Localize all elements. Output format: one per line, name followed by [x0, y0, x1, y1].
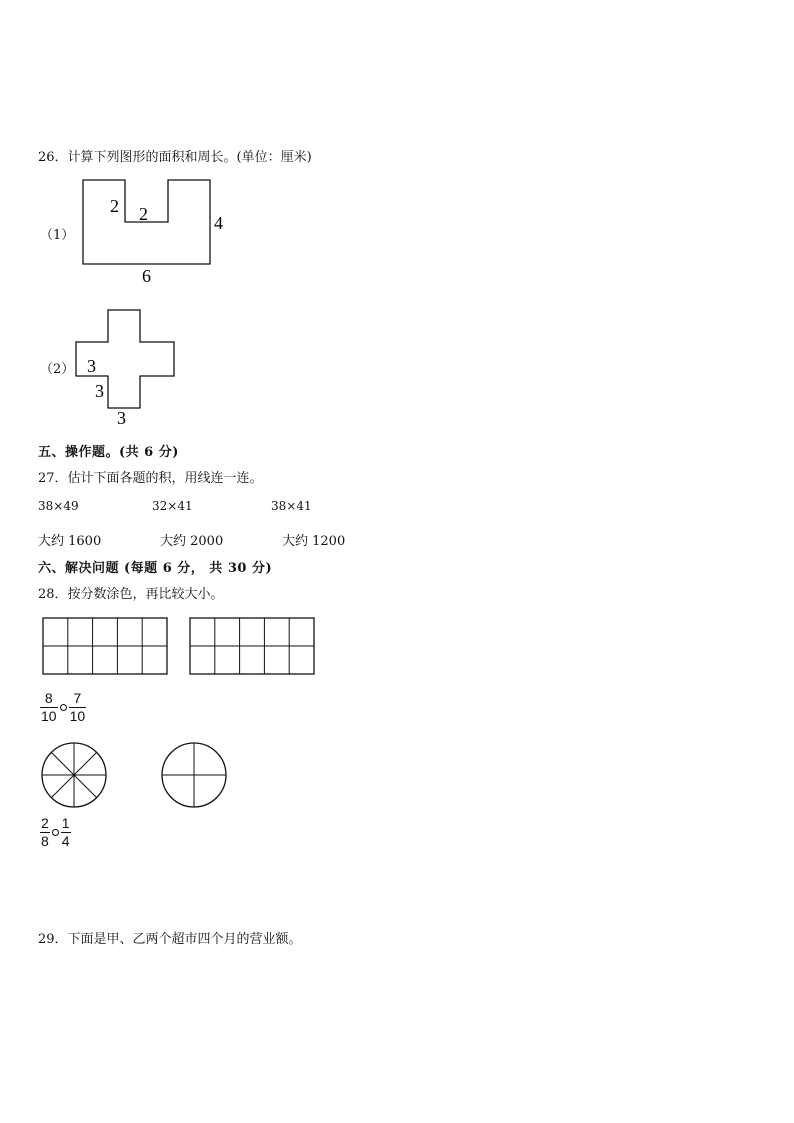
- compare-blank-circle[interactable]: [52, 829, 59, 836]
- compare-blank-circle[interactable]: [60, 704, 67, 711]
- fraction-left: [40, 815, 50, 850]
- section-6-heading: 六、解决问题 (每题 6 分， 共 30 分): [38, 561, 273, 576]
- fraction-right-numerator: 7: [73, 690, 82, 706]
- estimate-2: 大约 2000: [160, 534, 224, 549]
- fraction-left-numerator: 8: [44, 690, 53, 706]
- figure-1-dim-notch-depth: 2: [110, 196, 119, 216]
- figure-1-dim-height: 4: [214, 213, 223, 233]
- figure-1-u-shape: [76, 172, 236, 288]
- fraction-left-denominator: 10: [41, 708, 57, 724]
- fraction-left: [40, 690, 58, 725]
- figure-1-dim-width: 6: [142, 266, 151, 286]
- grid-left-tenths: [42, 617, 170, 677]
- question-28-title: 28．按分数涂色，再比较大小。: [38, 587, 224, 602]
- figure-1-label: （1）: [40, 228, 75, 243]
- fraction-compare-grid: [40, 690, 86, 725]
- product-2: 32×41: [152, 499, 193, 513]
- product-3: 38×41: [271, 499, 312, 513]
- figure-2-dim-side: 3: [95, 381, 104, 401]
- fraction-right-numerator: 1: [61, 815, 70, 831]
- figure-2-cross-shape: [70, 304, 180, 428]
- question-29-title: 29．下面是甲、乙两个超市四个月的营业额。: [38, 932, 302, 947]
- fraction-left-denominator: 8: [41, 833, 49, 849]
- fraction-left-numerator: 2: [41, 815, 49, 831]
- estimate-1: 大约 1600: [38, 534, 102, 549]
- question-27-title: 27．估计下面各题的积，用线连一连。: [38, 471, 263, 486]
- fraction-right-denominator: 10: [69, 708, 86, 724]
- circle-quarters: [160, 741, 230, 811]
- grid-right-tenths: [189, 617, 317, 677]
- figure-2-label: （2）: [40, 362, 75, 377]
- fraction-compare-circle: [40, 815, 71, 850]
- fraction-right: [69, 690, 87, 725]
- fraction-right-denominator: 4: [61, 833, 70, 849]
- estimate-3: 大约 1200: [282, 534, 346, 549]
- figure-1-dim-notch-width: 2: [139, 204, 148, 224]
- circle-eighths: [40, 741, 110, 811]
- figure-2-dim-arm: 3: [87, 356, 96, 376]
- product-1: 38×49: [38, 499, 79, 513]
- question-26-title: 26．计算下列图形的面积和周长。(单位：厘米): [38, 150, 312, 165]
- figure-2-dim-bottom: 3: [117, 408, 126, 428]
- fraction-right: [61, 815, 71, 850]
- section-5-heading: 五、操作题。(共 6 分): [38, 445, 179, 460]
